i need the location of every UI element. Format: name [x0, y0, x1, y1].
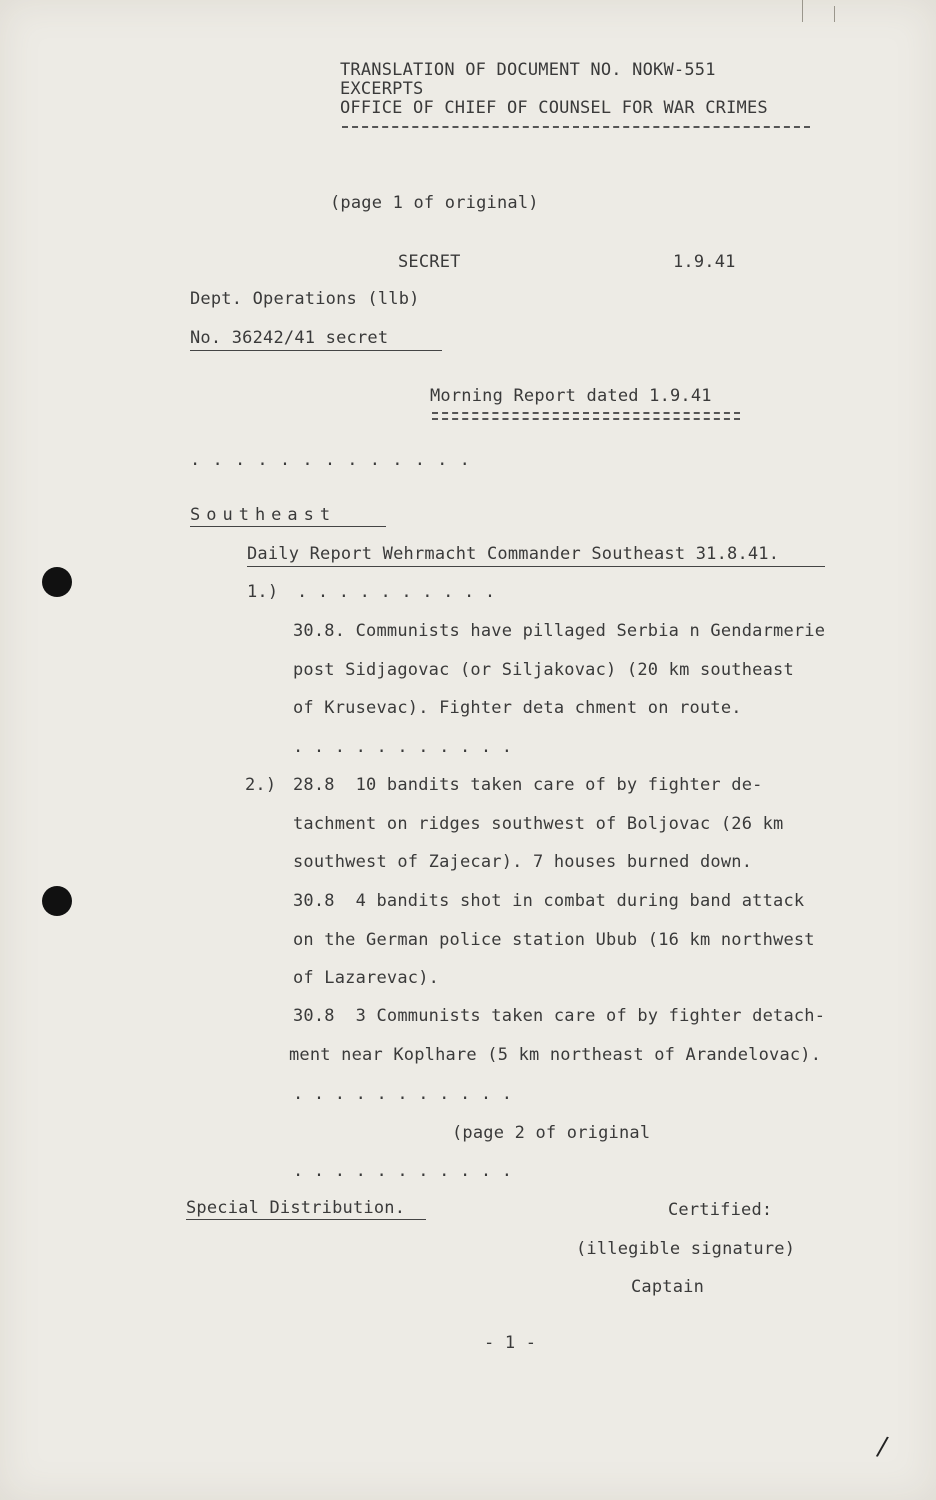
header-dashed-rule: [342, 126, 810, 128]
classification: SECRET: [398, 252, 461, 272]
punch-hole: [42, 567, 72, 597]
distribution-note: Special Distribution.: [186, 1198, 406, 1218]
item-1-label: 1.): [247, 582, 279, 602]
section-title: Southeast: [190, 505, 337, 525]
daily-report-underline: [247, 566, 825, 567]
item-2-label: 2.): [245, 775, 277, 795]
item-2-line: of Lazarevac).: [293, 968, 440, 988]
item-1-line: of Krusevac). Fighter deta chment on route.: [293, 698, 742, 718]
item-1-dots: . . . . . . . . . .: [297, 582, 496, 602]
signature: (illegible signature): [576, 1239, 796, 1259]
handwritten-mark: /: [874, 1431, 890, 1463]
dots-row: . . . . . . . . . . .: [293, 1161, 513, 1181]
ellipsis-row: . . . . . . . . . . . . .: [190, 450, 471, 470]
page-number: - 1 -: [484, 1333, 537, 1353]
dots-row: . . . . . . . . . . .: [293, 737, 513, 757]
page-edge-mark: [802, 0, 803, 22]
item-2-line: on the German police station Ubub (16 km northwest: [293, 930, 815, 950]
reference-number: No. 36242/41 secret: [190, 328, 389, 348]
item-2-line: 30.8 4 bandits shot in combat during band attack: [293, 891, 805, 911]
dots-row: . . . . . . . . . . .: [293, 1084, 513, 1104]
report-title: Morning Report dated 1.9.41: [430, 386, 712, 406]
item-1-line: post Sidjagovac (or Siljakovac) (20 km southeast: [293, 660, 794, 680]
item-1-line: 30.8. Communists have pillaged Serbia n Gendarmerie: [293, 621, 826, 641]
item-2-line: tachment on ridges southwest of Boljovac (26 km: [293, 814, 784, 834]
reference-underline: [190, 350, 442, 351]
header-line-3: OFFICE OF CHIEF OF COUNSEL FOR WAR CRIMES: [340, 98, 768, 118]
item-2-line: southwest of Zajecar). 7 houses burned down.: [293, 852, 753, 872]
report-title-double-rule: [432, 412, 740, 420]
page-1-note: (page 1 of original): [330, 193, 539, 213]
page-edge-mark: [834, 6, 835, 22]
document-date: 1.9.41: [673, 252, 736, 272]
punch-hole: [42, 886, 72, 916]
distribution-underline: [186, 1219, 426, 1220]
item-2-line: ment near Koplhare (5 km northeast of Arandelovac).: [289, 1045, 822, 1065]
section-title-underline: [190, 526, 386, 527]
daily-report-heading: Daily Report Wehrmacht Commander Southeast 31.8.41.: [247, 544, 780, 564]
item-2-line: 30.8 3 Communists taken care of by fighter detach-: [293, 1006, 826, 1026]
page-2-note: (page 2 of original: [452, 1123, 651, 1143]
department: Dept. Operations (llb): [190, 289, 420, 309]
header-line-1: TRANSLATION OF DOCUMENT NO. NOKW-551: [340, 60, 716, 80]
rank: Captain: [631, 1277, 705, 1297]
header-line-2: EXCERPTS: [340, 79, 424, 99]
item-2-line: 28.8 10 bandits taken care of by fighter de-: [293, 775, 763, 795]
certified-label: Certified:: [668, 1200, 773, 1220]
